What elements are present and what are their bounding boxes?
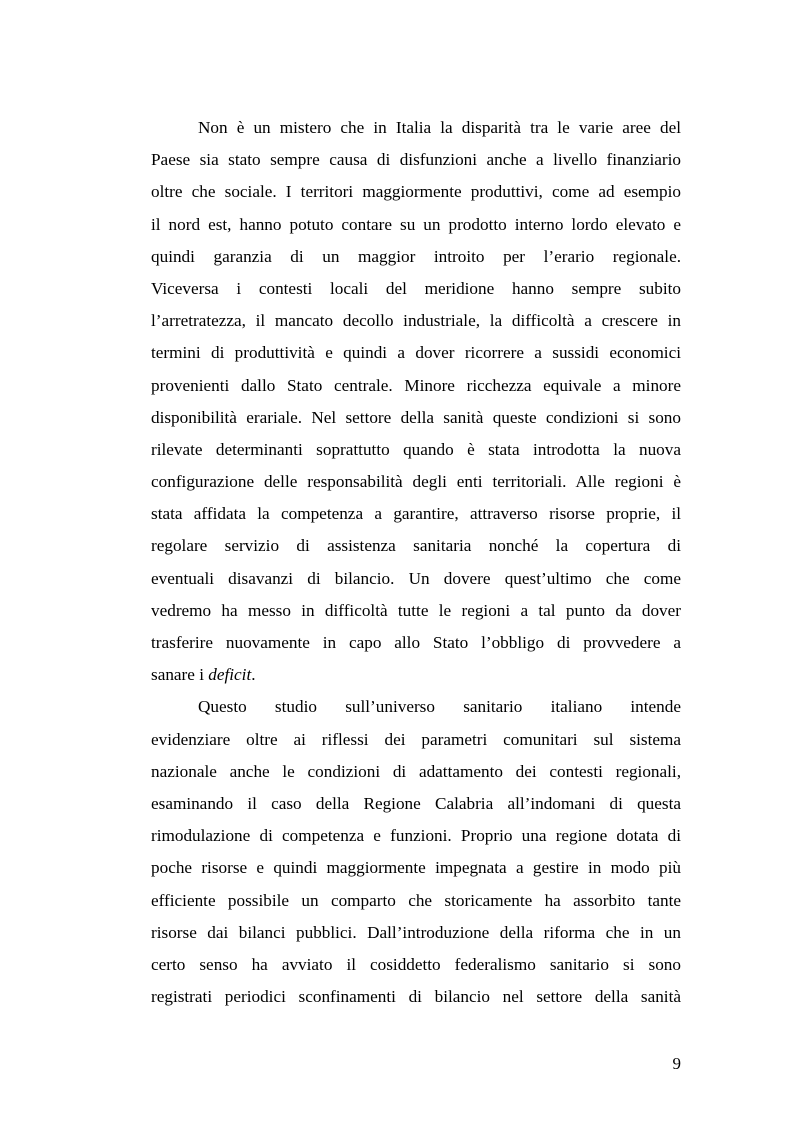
text-line: poche risorse e quindi maggiormente impegnata a gestire in modo più bbox=[151, 858, 681, 878]
paragraph-1 bbox=[151, 112, 681, 691]
text-run: . bbox=[251, 665, 256, 685]
text-line: trasferire nuovamente in capo allo Stato l’obbligo di provvedere a bbox=[151, 633, 681, 652]
text-line: certo senso ha avviato il cosiddetto federalismo sanitario si sono bbox=[151, 954, 681, 974]
text-line: evidenziare oltre ai riflessi dei parametri comunitari sul sistema bbox=[151, 729, 681, 749]
text-line: Viceversa i contesti locali del meridione hanno sempre subito bbox=[151, 278, 681, 298]
text-line: configurazione delle responsabilità degli enti territoriali. Alle regioni è bbox=[151, 472, 681, 492]
text-line: regolare servizio di assistenza sanitaria nonché la copertura di bbox=[151, 536, 681, 556]
text-line: nazionale anche le condizioni di adattamento dei contesti regionali, bbox=[151, 761, 681, 781]
text-line: rilevate determinanti soprattutto quando è stata introdotta la nuova bbox=[151, 439, 681, 459]
emphasis-deficit: deficit bbox=[208, 665, 252, 685]
text-line: provenienti dallo Stato centrale. Minore ricchezza equivale a minore bbox=[151, 375, 681, 395]
text-line: vedremo ha messo in difficoltà tutte le regioni a tal punto da dover bbox=[151, 600, 681, 620]
text-line: stata affidata la competenza a garantire, attraverso risorse proprie, il bbox=[151, 504, 681, 524]
text-line: efficiente possibile un comparto che storicamente ha assorbito tante bbox=[151, 890, 681, 910]
text-line: il nord est, hanno potuto contare su un prodotto interno lordo elevato e bbox=[151, 214, 681, 234]
page-number: 9 bbox=[672, 1054, 681, 1073]
text-run: sanare i bbox=[151, 665, 209, 685]
text-line: rimodulazione di competenza e funzioni. Proprio una regione dotata di bbox=[151, 826, 681, 846]
text-line: termini di produttività e quindi a dover ricorrere a sussidi economici bbox=[151, 343, 681, 363]
text-line: disponibilità erariale. Nel settore della sanità queste condizioni si sono bbox=[151, 407, 681, 427]
page-body bbox=[151, 112, 681, 1013]
text-line: quindi garanzia di un maggior introito per l’erario regionale. bbox=[151, 246, 681, 266]
text-line: risorse dai bilanci pubblici. Dall’introduzione della riforma che in un bbox=[151, 922, 681, 942]
text-line: Questo studio sull’universo sanitario italiano intende bbox=[198, 697, 681, 717]
text-line-last bbox=[151, 659, 681, 691]
text-line: l’arretratezza, il mancato decollo industriale, la difficoltà a crescere in bbox=[151, 311, 681, 331]
paragraph-2 bbox=[151, 691, 681, 1013]
text-line: Paese sia stato sempre causa di disfunzioni anche a livello finanziario bbox=[151, 150, 681, 170]
text-line: registrati periodici sconfinamenti di bilancio nel settore della sanità bbox=[151, 987, 681, 1007]
text-line: oltre che sociale. I territori maggiormente produttivi, come ad esempio bbox=[151, 182, 681, 202]
text-line: eventuali disavanzi di bilancio. Un dovere quest’ultimo che come bbox=[151, 568, 681, 588]
text-line: esaminando il caso della Regione Calabria all’indomani di questa bbox=[151, 793, 681, 813]
text-line: Non è un mistero che in Italia la disparità tra le varie aree del bbox=[198, 118, 681, 137]
